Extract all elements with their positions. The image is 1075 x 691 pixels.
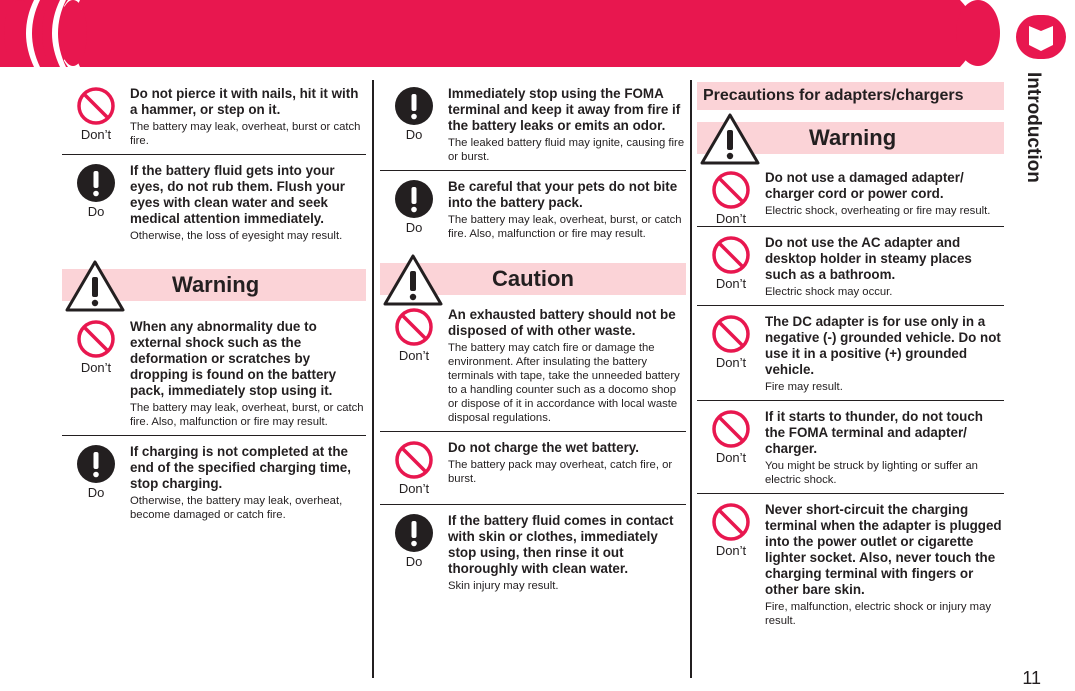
column-1 xyxy=(62,78,366,528)
item-heading: Never short-circuit the charging terminal when the adapter is plugged into the power outlet or cigarette lighter socket. Also, never touch the charging terminal with fingers or other bare skin. xyxy=(765,502,1002,597)
prohibition-icon xyxy=(711,235,751,275)
precaution-item xyxy=(380,431,686,504)
dont-label: Don’t xyxy=(398,481,430,496)
prohibition-icon xyxy=(711,170,751,210)
warning-triangle-icon xyxy=(699,112,761,166)
dont-label: Don’t xyxy=(80,360,112,375)
section-tab-label xyxy=(1010,70,1062,200)
warning-banner xyxy=(62,269,366,301)
column-divider xyxy=(372,80,374,678)
item-heading: Do not pierce it with nails, hit it with a hammer, or step on it. xyxy=(130,86,359,117)
precaution-item xyxy=(697,493,1004,634)
warning-title: Warning xyxy=(172,272,260,297)
mandatory-icon xyxy=(394,513,434,553)
dont-icon-cell xyxy=(380,299,448,431)
do-icon-cell xyxy=(380,505,448,599)
prohibition-icon xyxy=(76,319,116,359)
do-label: Do xyxy=(405,554,423,569)
prohibition-icon xyxy=(711,314,751,354)
page-number: 11 xyxy=(1022,668,1041,688)
item-body: The battery may leak, overheat, burst or catch fire. xyxy=(130,121,361,147)
precaution-item xyxy=(380,78,686,170)
item-body: The battery pack may overheat, catch fire, or burst. xyxy=(448,459,673,485)
prohibition-icon xyxy=(711,502,751,542)
warning-title: Warning xyxy=(809,125,897,150)
item-heading: When any abnormality due to external shock such as the deformation or scratches by dropping is found on the battery pack, immediately stop using it. xyxy=(130,319,337,398)
dont-label: Don’t xyxy=(80,127,112,142)
section-tab-text: Introduction xyxy=(1023,72,1044,183)
item-body: The battery may leak, overheat, burst, or catch fire. Also, malfunction or fire may result. xyxy=(130,402,364,428)
dont-icon-cell xyxy=(697,306,765,400)
do-icon-cell xyxy=(380,78,448,170)
precaution-item xyxy=(380,504,686,599)
prohibition-icon xyxy=(76,86,116,126)
mandatory-icon xyxy=(76,163,116,203)
precaution-item xyxy=(697,400,1004,493)
item-body: The battery may catch fire or damage the environment. After insulating the battery terminals with tape, take the unneeded battery to a handling counter such as a docomo shop or dispose of it in accordance with local waste disposal regulations. xyxy=(448,342,680,424)
column-3 xyxy=(697,78,1004,634)
item-body: Electric shock, overheating or fire may result. xyxy=(765,205,991,217)
item-body: The leaked battery fluid may ignite, causing fire or burst. xyxy=(448,137,685,163)
item-body: Otherwise, the battery may leak, overheat, become damaged or catch fire. xyxy=(130,495,343,521)
caution-banner xyxy=(380,263,686,295)
prohibition-icon xyxy=(394,307,434,347)
precaution-item xyxy=(697,162,1004,226)
column-2 xyxy=(380,78,686,599)
item-heading: If charging is not completed at the end of the specified charging time, stop charging. xyxy=(130,444,351,491)
prohibition-icon xyxy=(394,440,434,480)
dont-icon-cell xyxy=(697,494,765,634)
dont-icon-cell xyxy=(380,432,448,504)
item-heading: If the battery fluid gets into your eyes, do not rub them. Flush your eyes with clean water and seek medical attention immediately. xyxy=(130,163,346,226)
precaution-item xyxy=(62,435,366,528)
prohibition-icon xyxy=(711,409,751,449)
dont-label: Don’t xyxy=(715,355,747,370)
column-divider xyxy=(690,80,692,678)
dont-label: Don’t xyxy=(715,450,747,465)
item-body: Fire, malfunction, electric shock or injury may result. xyxy=(765,601,992,627)
caution-title: Caution xyxy=(492,266,574,291)
item-heading: Do not charge the wet battery. xyxy=(448,440,639,455)
dont-icon-cell xyxy=(697,401,765,493)
mandatory-icon xyxy=(394,86,434,126)
warning-banner xyxy=(697,122,1004,154)
item-heading: An exhausted battery should not be disposed of with other waste. xyxy=(448,307,676,338)
item-heading: Do not use the AC adapter and desktop holder in steamy places such as a bathroom. xyxy=(765,235,972,282)
do-label: Do xyxy=(405,127,423,142)
header-bar xyxy=(0,0,1075,67)
item-heading: If the battery fluid comes in contact with skin or clothes, immediately stop using, then rinse it out thoroughly with clean water. xyxy=(448,513,674,576)
item-body: Fire may result. xyxy=(765,381,843,393)
do-icon-cell xyxy=(380,171,448,247)
item-heading: Immediately stop using the FOMA terminal and keep it away from fire if the battery leaks or emits an odor. xyxy=(448,86,681,133)
dont-label: Don’t xyxy=(715,276,747,291)
dont-label: Don’t xyxy=(398,348,430,363)
precaution-item xyxy=(380,170,686,247)
mandatory-icon xyxy=(76,444,116,484)
do-label: Do xyxy=(405,220,423,235)
item-heading: The DC adapter is for use only in a negative (-) grounded vehicle. Do not use it in a positive (+) grounded vehicle. xyxy=(765,314,1001,377)
precaution-item xyxy=(697,305,1004,400)
precaution-item xyxy=(697,226,1004,305)
dont-icon-cell xyxy=(697,227,765,305)
do-icon-cell xyxy=(62,436,130,528)
dont-icon-cell xyxy=(62,78,130,154)
item-body: You might be struck by lighting or suffer an electric shock. xyxy=(765,460,978,486)
dont-icon-cell xyxy=(62,311,130,435)
dont-icon-cell xyxy=(697,162,765,226)
mandatory-icon xyxy=(394,179,434,219)
do-label: Do xyxy=(87,485,105,500)
precaution-item xyxy=(62,154,366,249)
item-heading: Be careful that your pets do not bite into the battery pack. xyxy=(448,179,678,210)
do-icon-cell xyxy=(62,155,130,249)
do-label: Do xyxy=(87,204,105,219)
tab-marker-icon xyxy=(1016,15,1066,59)
dont-label: Don’t xyxy=(715,543,747,558)
item-body: The battery may leak, overheat, burst, or catch fire. Also, malfunction or fire may result. xyxy=(448,214,682,240)
item-heading: If it starts to thunder, do not touch the FOMA terminal and adapter/ charger. xyxy=(765,409,983,456)
item-heading: Do not use a damaged adapter/ charger cord or power cord. xyxy=(765,170,964,201)
precaution-item xyxy=(62,311,366,435)
item-body: Skin injury may result. xyxy=(448,580,559,592)
item-body: Otherwise, the loss of eyesight may result. xyxy=(130,230,343,242)
warning-triangle-icon xyxy=(64,259,126,313)
precaution-item xyxy=(62,78,366,154)
dont-label: Don’t xyxy=(715,211,747,226)
item-body: Electric shock may occur. xyxy=(765,286,893,298)
precaution-item xyxy=(380,299,686,431)
section-title: Precautions for adapters/chargers xyxy=(697,82,1004,110)
